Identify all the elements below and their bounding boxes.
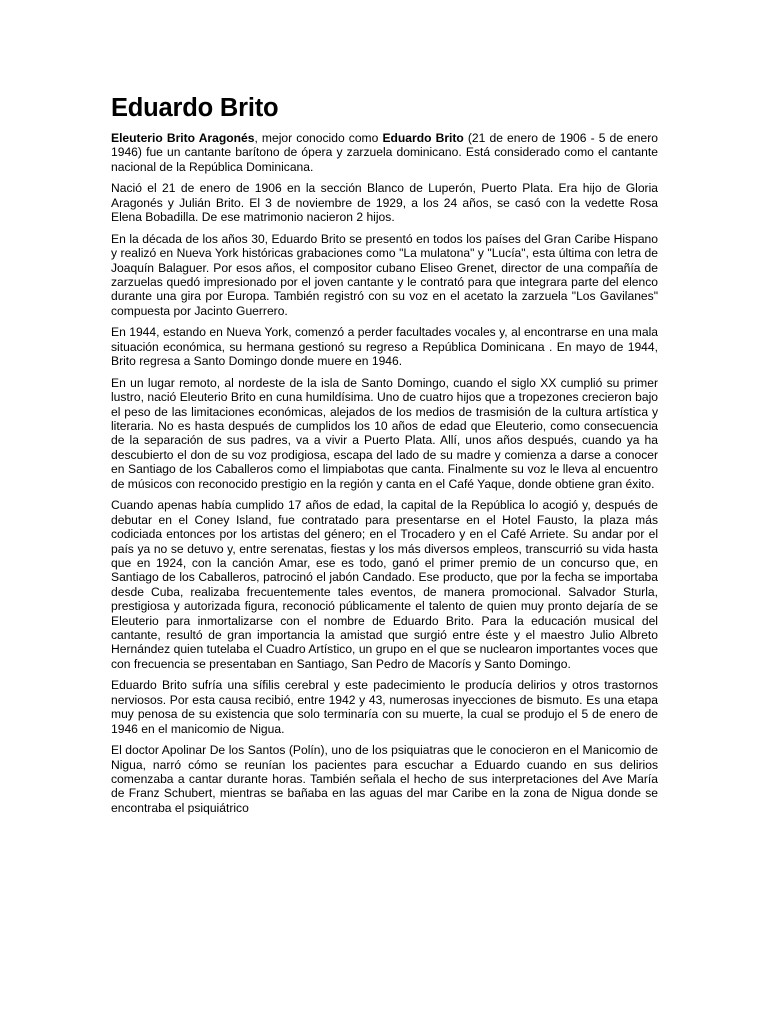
paragraph-return-1944: En 1944, estando en Nueva York, comenzó a perder facultades vocales y, al encontrarse en una mala situación económica, su hermana gestionó su regreso a República Dominicana . En mayo de 1944, Brito regresa a Santo Domingo donde muere en 1946. (111, 325, 658, 369)
paragraph-nigua: El doctor Apolinar De los Santos (Polín), uno de los psiquiatras que le conocieron en el Manicomio de Nigua, narró cómo se reunían los pacientes para escuchar a Eduardo cuando en sus delirios comenzaba a cantar durante horas. También señala el hecho de sus interpretaciones del Ave María de Franz Schubert, mientras se bañaba en las aguas del mar Caribe en la zona de Nigua donde se encontraba el psiquiátrico (111, 743, 658, 815)
paragraph-childhood: En un lugar remoto, al nordeste de la isla de Santo Domingo, cuando el siglo XX cumplió su primer lustro, nació Eleuterio Brito en cuna humildísima. Uno de cuatro hijos que a tropezones crecieron bajo el peso de las limitaciones económicas, alejados de los medios de trasmisión de la cultura artística y literaria. No es hasta después de cumplidos los 10 años de edad que Eleuterio, como consecuencia de la separación de sus padres, va a vivir a Puerto Plata. Allí, unos años después, cuando ya ha descubierto el don de su voz prodigiosa, escapa del lado de su madre y comienza a darse a conocer en Santiago de los Caballeros como el limpiabotas que canta. Finalmente su voz le lleva al encuentro de músicos con reconocido prestigio en la región y canta en el Café Yaque, donde obtiene gran éxito. (111, 375, 658, 491)
intro-paragraph (111, 131, 658, 174)
paragraph-career-1930s: En la década de los años 30, Eduardo Brito se presentó en todos los países del Gran Caribe Hispano y realizó en Nueva York históricas grabaciones como "La mulatona" y "Lucía", esta última con letra de Joaquín Balaguer. Por esos años, el compositor cubano Eliseo Grenet, director de una compañía de zarzuelas quedó impresionado por el joven cantante y le contrató para que integrara parte del elenco durante una gira por Europa. También registró con su voz en el acetato la zarzuela "Los Gavilanes" compuesta por Jacinto Guerrero. (111, 231, 658, 318)
paragraph-birth: Nació el 21 de enero de 1906 en la sección Blanco de Luperón, Puerto Plata. Era hijo de Gloria Aragonés y Julián Brito. El 3 de noviembre de 1929, a los 24 años, se casó con la vedette Rosa Elena Bobadilla. De ese matrimonio nacieron 2 hijos. (111, 181, 658, 225)
document-page (111, 92, 658, 822)
intro-text-2: (21 de enero de 1906 - 5 de enero 1946) fue un cantante barítono de ópera y zarzuela dominicano. Está considerado como el cantante nacional de la República Dominicana. (111, 131, 658, 174)
paragraph-early-fame: Cuando apenas había cumplido 17 años de edad, la capital de la República lo acogió y, después de debutar en el Coney Island, fue contratado para presentarse en el Hotel Fausto, la plaza más codiciada entonces por los artistas del género; en el Trocadero y en el Café Arriete. Su andar por el país ya no se detuvo y, entre serenatas, fiestas y los más diversos empleos, transcurrió su vida hasta que en 1924, con la canción Amar, ese es todo, ganó el primer premio de un concurso que, en Santiago de los Caballeros, patrocinó el jabón Candado. Ese producto, que por la fecha se importaba desde Cuba, realizaba frecuentemente tales eventos, de manera promocional. Salvador Sturla, prestigiosa y autorizada figura, reconoció públicamente el talento de quien muy pronto dejaría de se Eleuterio para inmortalizarse con el nombre de Eduardo Brito. Para la educación musical del cantante, resultó de gran importancia la amistad que surgió entre éste y el maestro Julio Albreto Hernández quien tutelaba el Cuadro Artístico, un grupo en el que se nuclearon importantes voces que con frecuencia se presentaban en Santiago, San Pedro de Macorís y Santo Domingo. (111, 498, 658, 671)
full-name: Eleuterio Brito Aragonés (111, 131, 255, 145)
stage-name: Eduardo Brito (382, 131, 464, 145)
document-title: Eduardo Brito (111, 94, 279, 122)
intro-text-1: , mejor conocido como (254, 131, 383, 145)
paragraph-illness: Eduardo Brito sufría una sífilis cerebral y este padecimiento le producía delirios y otros trastornos nerviosos. Por esta causa recibió, entre 1942 y 43, numerosas inyecciones de bismuto. Es una etapa muy penosa de su existencia que solo terminaría con su muerte, la cual se produjo el 5 de enero de 1946 en el manicomio de Nigua. (111, 678, 658, 736)
